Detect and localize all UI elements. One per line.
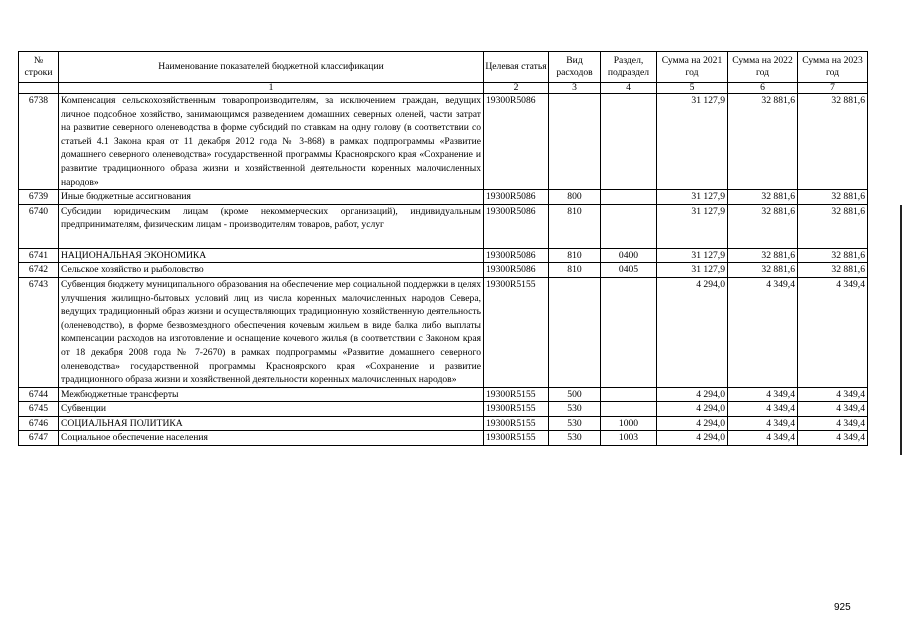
row-sum-2022: 32 881,6	[728, 204, 798, 248]
row-sum-2022: 32 881,6	[728, 248, 798, 263]
row-name: Субсидии юридическим лицам (кроме некоммерческих организаций), индивидуальным предпринимателям, физическим лицам - производителям товаров, работ, услуг	[59, 204, 484, 248]
row-number: 6743	[19, 277, 59, 387]
column-number: 5	[657, 83, 728, 94]
row-name: Социальное обеспечение населения	[59, 431, 484, 446]
row-sum-2023: 32 881,6	[798, 204, 868, 248]
row-target-article: 19300R5086	[484, 263, 549, 278]
row-number: 6742	[19, 263, 59, 278]
column-number: 4	[601, 83, 657, 94]
row-number: 6741	[19, 248, 59, 263]
column-number: 3	[549, 83, 601, 94]
row-sum-2022: 4 349,4	[728, 431, 798, 446]
header-name: Наименование показателей бюджетной классификации	[59, 52, 484, 83]
table-row	[19, 387, 868, 402]
row-name: СОЦИАЛЬНАЯ ПОЛИТИКА	[59, 416, 484, 431]
table-row	[19, 94, 868, 190]
header-row-number: № строки	[19, 52, 59, 83]
column-number: 2	[484, 83, 549, 94]
row-sum-2023: 32 881,6	[798, 190, 868, 205]
row-sum-2023: 32 881,6	[798, 94, 868, 190]
row-section	[601, 402, 657, 417]
column-number: 1	[59, 83, 484, 94]
row-name: Субвенции	[59, 402, 484, 417]
row-sum-2021: 31 127,9	[657, 204, 728, 248]
page-number: 925	[834, 602, 851, 613]
row-sum-2021: 31 127,9	[657, 248, 728, 263]
table-row	[19, 277, 868, 387]
table-row	[19, 431, 868, 446]
column-number	[19, 83, 59, 94]
row-number: 6740	[19, 204, 59, 248]
row-name: Компенсация сельскохозяйственным товаропроизводителям, за исключением граждан, ведущих личное подсобное хозяйство, занимающимся разведением домашних северных оленей, части затрат на развитие северного оленеводства в форме субсидий по ставкам на одну голову (в соответствии со статьей 4.1 Закона края от 11 декабря 2012 года № 3-868) в рамках подпрограммы «Развитие домашнего северного оленеводства» государственной программы Красноярского края «Сохранение и развитие традиционного образа жизни и хозяйственной деятельности коренных малочисленных народов»	[59, 94, 484, 190]
header-sum-2023: Сумма на 2023 год	[798, 52, 868, 83]
row-sum-2023: 4 349,4	[798, 416, 868, 431]
row-sum-2023: 32 881,6	[798, 248, 868, 263]
row-sum-2021: 31 127,9	[657, 263, 728, 278]
table-row	[19, 416, 868, 431]
row-target-article: 19300R5086	[484, 94, 549, 190]
header-section: Раздел, подраздел	[601, 52, 657, 83]
row-section	[601, 190, 657, 205]
row-number: 6745	[19, 402, 59, 417]
row-expense-type	[549, 94, 601, 190]
header-sum-2022: Сумма на 2022 год	[728, 52, 798, 83]
row-section	[601, 94, 657, 190]
row-name: НАЦИОНАЛЬНАЯ ЭКОНОМИКА	[59, 248, 484, 263]
row-number: 6739	[19, 190, 59, 205]
row-sum-2021: 4 294,0	[657, 387, 728, 402]
row-section	[601, 204, 657, 248]
row-sum-2022: 4 349,4	[728, 416, 798, 431]
row-target-article: 19300R5086	[484, 190, 549, 205]
row-name: Межбюджетные трансферты	[59, 387, 484, 402]
column-number: 6	[728, 83, 798, 94]
row-section	[601, 387, 657, 402]
row-expense-type: 810	[549, 204, 601, 248]
row-section: 0400	[601, 248, 657, 263]
row-sum-2021: 4 294,0	[657, 416, 728, 431]
row-sum-2021: 31 127,9	[657, 190, 728, 205]
row-target-article: 19300R5086	[484, 204, 549, 248]
row-number: 6738	[19, 94, 59, 190]
row-sum-2023: 4 349,4	[798, 431, 868, 446]
column-number-row	[19, 83, 868, 94]
row-section: 1000	[601, 416, 657, 431]
row-sum-2022: 4 349,4	[728, 387, 798, 402]
scan-edge-mark	[900, 205, 902, 455]
row-number: 6746	[19, 416, 59, 431]
row-expense-type	[549, 277, 601, 387]
table-row	[19, 402, 868, 417]
row-sum-2022: 4 349,4	[728, 402, 798, 417]
row-expense-type: 810	[549, 248, 601, 263]
row-expense-type: 530	[549, 431, 601, 446]
row-target-article: 19300R5155	[484, 402, 549, 417]
row-expense-type: 800	[549, 190, 601, 205]
row-sum-2022: 32 881,6	[728, 190, 798, 205]
table-row	[19, 248, 868, 263]
row-expense-type: 810	[549, 263, 601, 278]
table-row	[19, 190, 868, 205]
row-sum-2022: 32 881,6	[728, 263, 798, 278]
header-target-article: Целевая статья	[484, 52, 549, 83]
header-sum-2021: Сумма на 2021 год	[657, 52, 728, 83]
row-target-article: 19300R5086	[484, 248, 549, 263]
row-target-article: 19300R5155	[484, 277, 549, 387]
row-sum-2021: 31 127,9	[657, 94, 728, 190]
header-expense-type: Вид расходов	[549, 52, 601, 83]
row-section	[601, 277, 657, 387]
row-sum-2021: 4 294,0	[657, 431, 728, 446]
row-expense-type: 530	[549, 402, 601, 417]
table-row	[19, 204, 868, 248]
row-sum-2021: 4 294,0	[657, 277, 728, 387]
row-target-article: 19300R5155	[484, 431, 549, 446]
row-sum-2022: 4 349,4	[728, 277, 798, 387]
row-target-article: 19300R5155	[484, 387, 549, 402]
row-sum-2023: 4 349,4	[798, 402, 868, 417]
row-number: 6747	[19, 431, 59, 446]
row-sum-2022: 32 881,6	[728, 94, 798, 190]
row-sum-2021: 4 294,0	[657, 402, 728, 417]
row-sum-2023: 4 349,4	[798, 277, 868, 387]
row-section: 0405	[601, 263, 657, 278]
row-number: 6744	[19, 387, 59, 402]
row-expense-type: 530	[549, 416, 601, 431]
row-name: Иные бюджетные ассигнования	[59, 190, 484, 205]
row-expense-type: 500	[549, 387, 601, 402]
row-name: Субвенция бюджету муниципального образования на обеспечение мер социальной поддержки в целях улучшения жилищно-бытовых условий лиц из числа коренных малочисленных народов Севера, ведущих традиционный образ жизни и осуществляющих традиционную хозяйственную деятельность (оленеводство), в форме безвозмездного обеспечения кочевым жильем в виде балка либо выплаты компенсации расходов на изготовление и оснащение кочевого жилья (в соответствии с Законом края от 18 декабря 2008 года № 7-2670) в рамках подпрограммы «Развитие домашнего северного оленеводства» государственной программы Красноярского края «Сохранение и развитие традиционного образа жизни и хозяйственной деятельности коренных малочисленных народов»	[59, 277, 484, 387]
budget-table	[18, 51, 868, 446]
row-name: Сельское хозяйство и рыболовство	[59, 263, 484, 278]
table-row	[19, 263, 868, 278]
row-sum-2023: 32 881,6	[798, 263, 868, 278]
row-section: 1003	[601, 431, 657, 446]
row-target-article: 19300R5155	[484, 416, 549, 431]
header-row	[19, 52, 868, 83]
row-sum-2023: 4 349,4	[798, 387, 868, 402]
column-number: 7	[798, 83, 868, 94]
